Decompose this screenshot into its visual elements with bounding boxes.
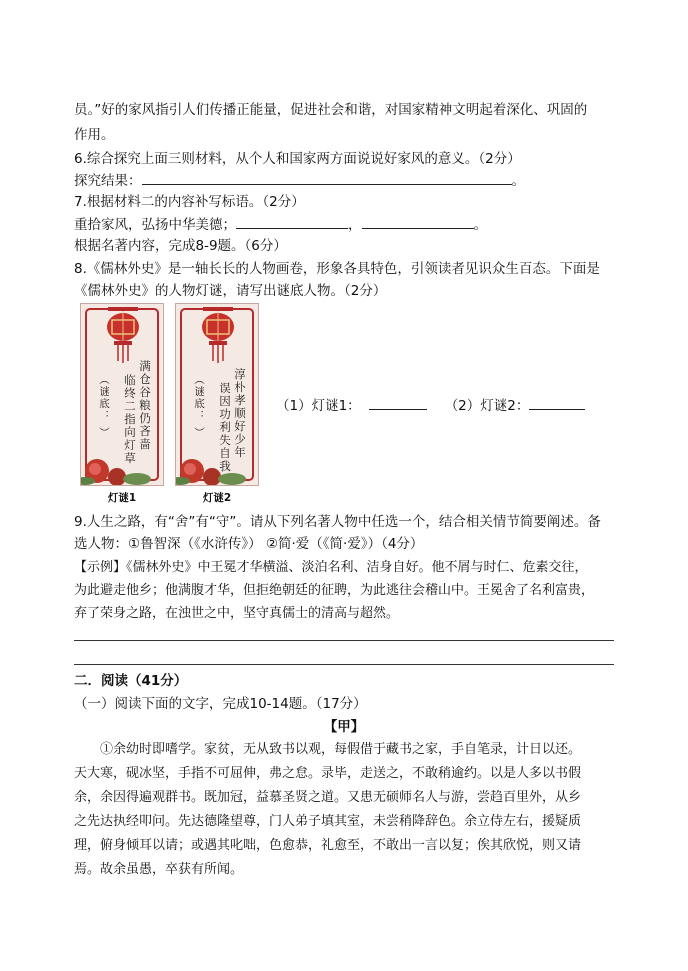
peony-decoration-icon (176, 449, 259, 485)
answer-blank[interactable] (142, 171, 512, 185)
section-intro-8-9: 根据名著内容，完成8-9题。（6分） (74, 238, 287, 254)
riddle-1-blank[interactable] (369, 396, 427, 410)
period: 。 (511, 173, 525, 189)
question-8-line-2: 《儒林外史》的人物灯谜，请写出谜底人物。（2分） (74, 283, 387, 299)
slogan-blank-2[interactable] (362, 215, 474, 229)
riddle-2-blank[interactable] (529, 396, 585, 410)
passage-line: 焉。故余虽愚，卒获有所闻。 (74, 862, 244, 877)
subsection-heading: （一）阅读下面的文字，完成10-14题。（17分） (74, 696, 367, 712)
lantern-riddle-card-1 (80, 303, 164, 486)
answer-line[interactable] (74, 640, 614, 641)
riddle-line: 淳朴孝顺好少年 (233, 368, 247, 459)
text-line: 员。”好的家风指引人们传播正能量，促进社会和谐，对国家精神文明起着深化、巩固的 (74, 102, 588, 118)
riddle-line: 误因功利失自我 (218, 382, 232, 473)
period: 。 (473, 217, 487, 233)
riddle-answer-hint: （谜底： ） (98, 374, 110, 439)
lantern-icon (98, 307, 148, 363)
section-heading: 二．阅读（41分） (74, 673, 188, 689)
lantern-riddle-card-2 (175, 303, 259, 486)
passage-label: 【甲】 (323, 719, 365, 735)
text-line: 作用。 (74, 127, 115, 143)
slogan-blank-1[interactable] (236, 215, 348, 229)
slogan-prefix: 重拾家风，弘扬中华美德； (74, 217, 236, 233)
riddle-2-label: （2）灯谜2： (444, 398, 530, 414)
answer-line[interactable] (74, 664, 614, 665)
riddle-answer-hint: （谜底： ） (193, 374, 205, 439)
passage-line: 天大寒，砚冰坚，手指不可屈伸，弗之怠。录毕，走送之，不敢稍逾约。以是人多以书假 (74, 766, 582, 781)
riddle-line: 临终二指向灯草 (123, 374, 137, 465)
passage-line: ①余幼时即嗜学。家贫，无从致书以观，每假借于藏书之家，手自笔录，计日以还。 (100, 742, 582, 757)
riddle-answers (276, 396, 606, 415)
question-9-line-2: 选人物：①鲁智深（《水浒传》） ②简·爱（《简·爱》）（4分） (74, 536, 424, 552)
riddle-line: 满仓谷粮仍吝啬 (138, 360, 152, 451)
question-8-line-1: 8.《儒林外史》是一轴长长的人物画卷，形象各具特色，引领读者见识众生百态。下面是 (74, 261, 600, 277)
question-6-answer-line (74, 171, 619, 190)
question-7: 7.根据材料二的内容补写标语。（2分） (74, 194, 305, 210)
passage-line: 理，俯身倾耳以请；或遇其叱咄，色愈恭，礼愈至，不敢出一言以复；俟其欣悦，则又请 (74, 838, 582, 853)
passage-line: 之先达执经叩问。先达德隆望尊，门人弟子填其室，未尝稍降辞色。余立侍左右，援疑质 (74, 814, 582, 829)
answer-label: 探究结果： (74, 173, 142, 189)
example-line: 【示例】《儒林外史》中王冕才华横溢、淡泊名利、洁身自好。他不屑与时仁、危素交往， (74, 560, 588, 575)
lantern-icon (193, 307, 243, 363)
example-line: 弃了荣身之路，在浊世之中，坚守真儒士的清高与超然。 (74, 606, 400, 621)
question-9-line-1: 9.人生之路，有“舍”有“守”。请从下列名著人物中任选一个，结合相关情节简要阐述。备 (74, 514, 601, 530)
riddle-caption: 灯谜1 (107, 492, 137, 504)
riddle-1-label: （1）灯谜1： (276, 398, 361, 414)
question-6: 6.综合探究上面三则材料，从个人和国家两方面说说好家风的意义。（2分） (74, 151, 521, 167)
riddle-caption: 灯谜2 (202, 492, 232, 504)
example-line: 为此避走他乡；他满腹才华，但拒绝朝廷的征聘，为此逃往会稽山中。王冕舍了名利富贵， (74, 583, 595, 598)
question-7-answer-line (74, 215, 619, 234)
peony-decoration-icon (81, 449, 164, 485)
passage-line: 余，余因得遍观群书。既加冠，益慕圣贤之道。又患无硕师名人与游，尝趋百里外，从乡 (74, 790, 582, 805)
comma: ， (348, 217, 362, 233)
